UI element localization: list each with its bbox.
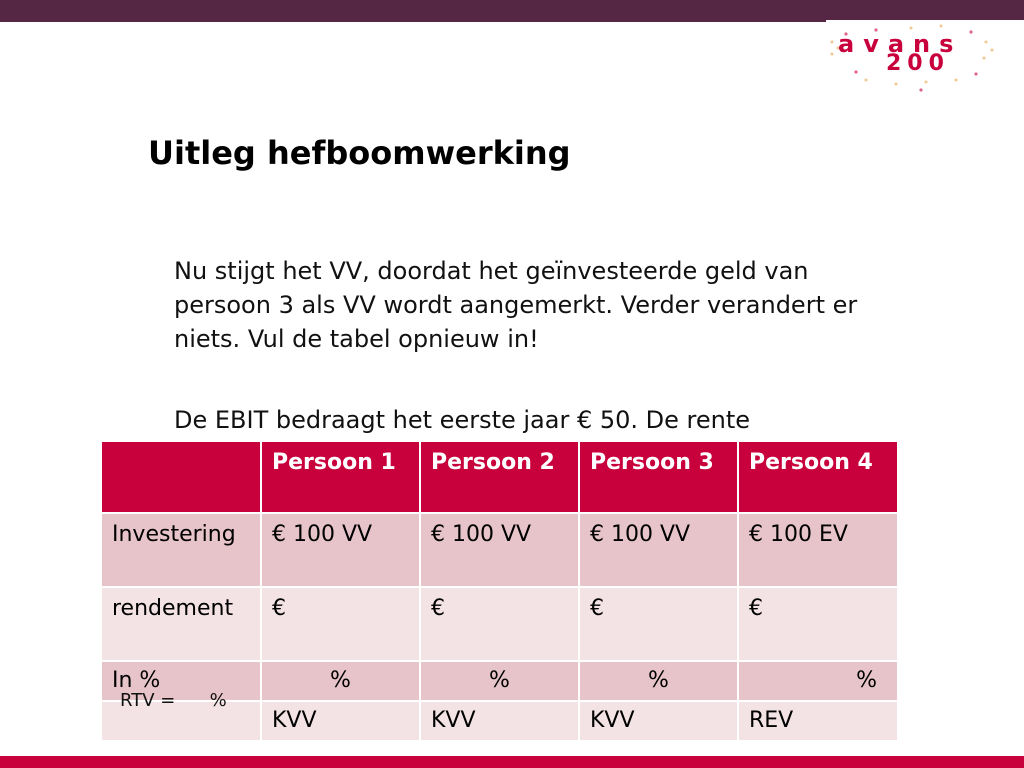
logo-text-line1: avans (838, 30, 963, 58)
header-persoon-2: Persoon 2 (420, 441, 579, 513)
top-band (0, 0, 1024, 22)
table-cell: KVV (420, 701, 579, 741)
row-label: In % (101, 661, 261, 701)
logo-box (826, 20, 1024, 92)
table-cell: € 100 EV (738, 513, 898, 587)
table-cell: KVV (261, 701, 420, 741)
bottom-band (0, 756, 1024, 768)
logo-text-line2: 200 (886, 51, 950, 76)
paragraph-ebit: De EBIT bedraagt het eerste jaar € 50. De rente (174, 406, 751, 434)
slide-title: Uitleg hefboomwerking (148, 134, 571, 172)
avans-logo (826, 20, 1024, 92)
table-cell: REV (738, 701, 898, 741)
paragraph-instructions: Nu stijgt het VV, doordat het geïnvesteerde geld van persoon 3 als VV wordt aangemerkt. Verder verandert er niets. Vul de tabel opnieuw in! (174, 257, 858, 353)
header-persoon-3: Persoon 3 (579, 441, 738, 513)
table-header-row (101, 441, 898, 513)
row-label: Investering (101, 513, 261, 587)
table-row-rendement (101, 587, 898, 661)
table-cell: % (420, 661, 579, 701)
table-row-investering (101, 513, 898, 587)
header-persoon-1: Persoon 1 (261, 441, 420, 513)
row-label: rendement (101, 587, 261, 661)
rtv-label: RTV = % (120, 690, 227, 711)
table-cell: € 100 VV (261, 513, 420, 587)
table-cell: € (579, 587, 738, 661)
table-cell: € 100 VV (420, 513, 579, 587)
header-cell-empty (101, 441, 261, 513)
table-cell: € (261, 587, 420, 661)
table-cell: % (261, 661, 420, 701)
table-cell: € 100 VV (579, 513, 738, 587)
table-cell: € (738, 587, 898, 661)
table-cell: % (579, 661, 738, 701)
header-persoon-4: Persoon 4 (738, 441, 898, 513)
table-cell: % (738, 661, 898, 701)
table-cell: KVV (579, 701, 738, 741)
table-cell: € (420, 587, 579, 661)
